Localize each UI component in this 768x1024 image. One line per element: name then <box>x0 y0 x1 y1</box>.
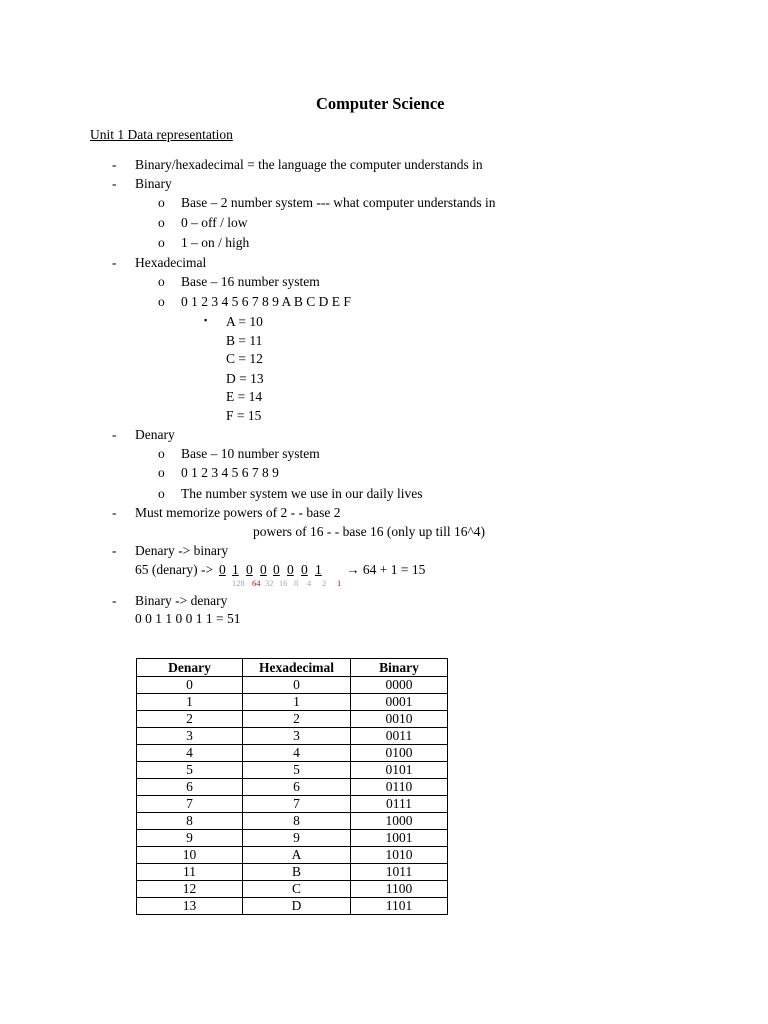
column-header-binary: Binary <box>351 659 448 677</box>
dash-bullet: - <box>112 593 117 608</box>
cell-hexadecimal: 9 <box>243 830 351 847</box>
cell-denary: 2 <box>137 711 243 728</box>
cell-binary: 1011 <box>351 864 448 881</box>
example-bit: 1 <box>232 562 239 577</box>
cell-denary: 11 <box>137 864 243 881</box>
cell-binary: 1101 <box>351 898 448 915</box>
hex-value: E = 14 <box>226 389 263 404</box>
cell-binary: 0011 <box>351 728 448 745</box>
conversion-table <box>136 658 448 915</box>
power-label-highlight: 1 <box>337 578 342 588</box>
example-bit: 0 <box>273 562 280 577</box>
cell-hexadecimal: 4 <box>243 745 351 762</box>
cell-denary: 7 <box>137 796 243 813</box>
table-row <box>137 898 448 915</box>
cell-binary: 0111 <box>351 796 448 813</box>
dash-bullet: - <box>112 543 117 558</box>
memorize-continuation: powers of 16 - - base 16 (only up till 16^4) <box>253 524 486 539</box>
list-item-memorize: Must memorize powers of 2 - - base 2 <box>135 505 341 520</box>
sub-item: The number system we use in our daily lives <box>181 486 423 501</box>
circle-bullet: o <box>158 446 165 461</box>
dash-bullet: - <box>112 505 117 520</box>
list-item-denary: Denary <box>135 427 175 442</box>
hex-value: F = 15 <box>226 408 262 423</box>
table-row <box>137 847 448 864</box>
circle-bullet: o <box>158 465 165 480</box>
cell-binary: 1001 <box>351 830 448 847</box>
cell-hexadecimal: D <box>243 898 351 915</box>
hex-value: C = 12 <box>226 351 263 366</box>
dash-bullet: - <box>112 157 117 172</box>
cell-denary: 1 <box>137 694 243 711</box>
cell-binary: 1000 <box>351 813 448 830</box>
cell-binary: 0100 <box>351 745 448 762</box>
example-bit: 0 <box>301 562 308 577</box>
cell-hexadecimal: 8 <box>243 813 351 830</box>
power-label: 16 <box>279 578 288 588</box>
sub-item: 0 1 2 3 4 5 6 7 8 9 A B C D E F <box>181 294 351 309</box>
list-item-binary: Binary <box>135 176 172 191</box>
cell-binary: 1100 <box>351 881 448 898</box>
table-row <box>137 864 448 881</box>
list-item-hexadecimal: Hexadecimal <box>135 255 207 270</box>
power-label: 2 <box>322 578 327 588</box>
cell-denary: 10 <box>137 847 243 864</box>
table-row <box>137 813 448 830</box>
cell-binary: 1010 <box>351 847 448 864</box>
cell-denary: 3 <box>137 728 243 745</box>
hex-value: B = 11 <box>226 333 263 348</box>
list-item-binhex: Binary/hexadecimal = the language the computer understands in <box>135 157 483 172</box>
sub-item: 0 1 2 3 4 5 6 7 8 9 <box>181 465 279 480</box>
table-row <box>137 796 448 813</box>
cell-denary: 12 <box>137 881 243 898</box>
circle-bullet: o <box>158 294 165 309</box>
table-row <box>137 830 448 847</box>
dash-bullet: - <box>112 427 117 442</box>
example-bit: 0 <box>219 562 226 577</box>
cell-denary: 13 <box>137 898 243 915</box>
power-label: 128 <box>232 578 245 588</box>
cell-hexadecimal: 5 <box>243 762 351 779</box>
cell-hexadecimal: 0 <box>243 677 351 694</box>
table-row <box>137 711 448 728</box>
hex-value: A = 10 <box>226 314 263 329</box>
table-row <box>137 779 448 796</box>
cell-binary: 0000 <box>351 677 448 694</box>
cell-denary: 9 <box>137 830 243 847</box>
cell-hexadecimal: 7 <box>243 796 351 813</box>
table-row <box>137 745 448 762</box>
example-prefix: 65 (denary) -> <box>135 562 214 577</box>
example-bit: 1 <box>315 562 322 577</box>
circle-bullet: o <box>158 235 165 250</box>
cell-hexadecimal: C <box>243 881 351 898</box>
circle-bullet: o <box>158 195 165 210</box>
dash-bullet: - <box>112 255 117 270</box>
circle-bullet: o <box>158 486 165 501</box>
cell-hexadecimal: 6 <box>243 779 351 796</box>
power-label: 32 <box>265 578 274 588</box>
power-label: 4 <box>307 578 312 588</box>
cell-binary: 0001 <box>351 694 448 711</box>
cell-binary: 0110 <box>351 779 448 796</box>
example-bit: 0 <box>260 562 267 577</box>
cell-binary: 0010 <box>351 711 448 728</box>
table-row <box>137 728 448 745</box>
page-title: Computer Science <box>316 94 445 113</box>
cell-hexadecimal: A <box>243 847 351 864</box>
sub-item: Base – 2 number system --- what computer understands in <box>181 195 496 210</box>
sub-item: Base – 10 number system <box>181 446 320 461</box>
cell-binary: 0101 <box>351 762 448 779</box>
table-row <box>137 881 448 898</box>
circle-bullet: o <box>158 274 165 289</box>
list-item-binary-to-denary: Binary -> denary <box>135 593 228 608</box>
circle-bullet: o <box>158 215 165 230</box>
example-result: → 64 + 1 = 15 <box>346 562 426 577</box>
cell-hexadecimal: 3 <box>243 728 351 745</box>
unit-heading: Unit 1 Data representation <box>90 127 233 142</box>
table-row <box>137 694 448 711</box>
table-row <box>137 677 448 694</box>
hex-value: D = 13 <box>226 371 264 386</box>
example-bit: 0 <box>287 562 294 577</box>
cell-denary: 4 <box>137 745 243 762</box>
cell-denary: 6 <box>137 779 243 796</box>
square-bullet: ▪ <box>204 315 208 325</box>
cell-hexadecimal: 2 <box>243 711 351 728</box>
sub-item: 1 – on / high <box>181 235 250 250</box>
power-label: 8 <box>294 578 299 588</box>
cell-denary: 8 <box>137 813 243 830</box>
binary-example: 0 0 1 1 0 0 1 1 = 51 <box>135 611 241 626</box>
cell-hexadecimal: 1 <box>243 694 351 711</box>
cell-hexadecimal: B <box>243 864 351 881</box>
sub-item: 0 – off / low <box>181 215 248 230</box>
example-bit: 0 <box>246 562 253 577</box>
table-header-row <box>137 659 448 677</box>
table-row <box>137 762 448 779</box>
cell-denary: 5 <box>137 762 243 779</box>
column-header-hexadecimal: Hexadecimal <box>243 659 351 677</box>
list-item-denary-to-binary: Denary -> binary <box>135 543 229 558</box>
dash-bullet: - <box>112 176 117 191</box>
cell-denary: 0 <box>137 677 243 694</box>
power-label-highlight: 64 <box>252 578 261 588</box>
sub-item: Base – 16 number system <box>181 274 320 289</box>
column-header-denary: Denary <box>137 659 243 677</box>
